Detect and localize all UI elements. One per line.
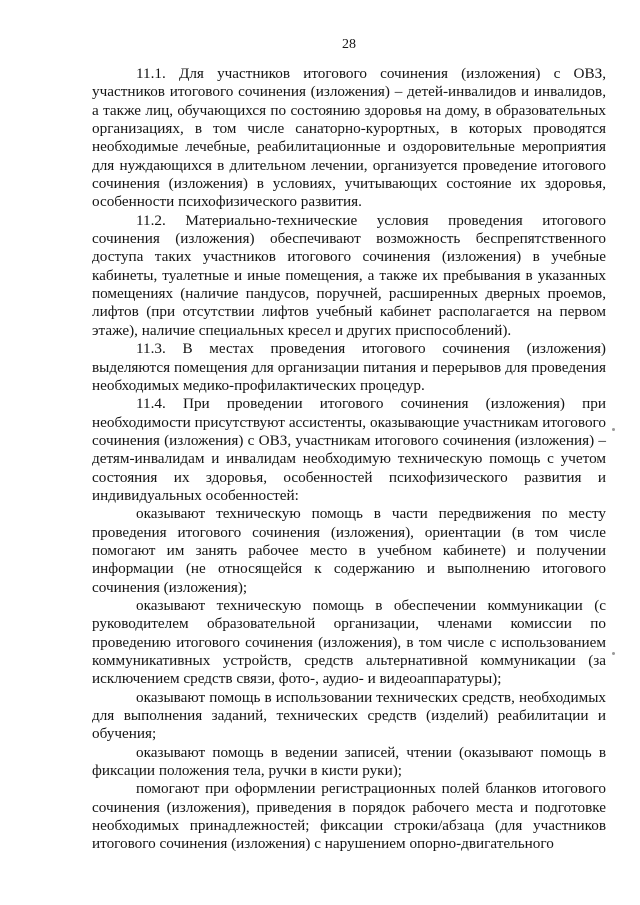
paragraph-11-3: 11.3. В местах проведения итогового сочинения (изложения) выделяются помещения для организации питания и перерывов для проведения необходимых медико-профилактических процедур. (92, 340, 606, 394)
paragraph-11-4: 11.4. При проведении итогового сочинения (изложения) при необходимости присутствуют ассистенты, оказывающие участникам итогового сочинения (изложения) с ОВЗ, участникам итогового сочинения (изложения) – детям-инвалидам и инвалидам необходимую техническую помощь с учетом состояния их здоровья, особенностей психофизического развития и индивидуальных особенностей: (92, 395, 606, 504)
page-number: 28 (342, 37, 356, 52)
list-item-technical-means-assistance: оказывают помощь в использовании технических средств, необходимых для выполнения заданий, технических средств (изделий) реабилитации и обучения; (92, 688, 606, 743)
list-item-communication-assistance: оказывают техническую помощь в обеспечении коммуникации (с руководителем образовательной организации, членами комиссии по проведению итогового сочинения (изложения), в том числе с использованием коммуникативных устройств, средств альтернативной коммуникации (за исключением средств связи, фото-, аудио- и видеоаппаратуры); (92, 596, 606, 688)
scan-dot (612, 652, 615, 655)
list-item-movement-assistance: оказывают техническую помощь в части передвижения по месту проведения итогового сочинения (изложения), ориентации (в том числе помогают им занять рабочее место в учебном кабинете) и получении информации (не относящейся к содержанию и выполнению итогового сочинения (изложения); (92, 505, 606, 596)
paragraph-11-1: 11.1. Для участников итогового сочинения (изложения) с ОВЗ, участников итогового сочинения (изложения) – детей-инвалидов и инвалидов, а также лиц, обучающихся по состоянию здоровья на дому, в образовательных организациях, в том числе санаторно-курортных, в которых проводятся необходимые лечебные, реабилитационные и оздоровительные мероприятия для нуждающихся в длительном лечении, организуется проведение итогового сочинения (изложения) в условиях, учитывающих состояние их здоровья, особенности психофизического развития. (92, 65, 606, 211)
paragraph-11-2: 11.2. Материально-технические условия проведения итогового сочинения (изложения) обеспечивают возможность беспрепятственного доступа таких участников итогового сочинения (изложения) в учебные кабинеты, туалетные и иные помещения, а также их пребывания в указанных помещениях (наличие пандусов, поручней, расширенных дверных проемов, лифтов (при отсутствии лифтов учебный кабинет располагается на первом этаже), наличие специальных кресел и других приспособлений). (92, 211, 606, 339)
list-item-writing-reading-assistance: оказывают помощь в ведении записей, чтении (оказывают помощь в фиксации положения тела, ручки в кисти руки); (92, 743, 606, 780)
scan-dot (612, 428, 615, 431)
list-item-form-registration-assistance: помогают при оформлении регистрационных полей бланков итогового сочинения (изложения), приведения в порядок рабочего места и подготовке необходимых принадлежностей; фиксации строки/абзаца (для участников итогового сочинения (изложения) с нарушением опорно-двигательного (92, 780, 606, 853)
